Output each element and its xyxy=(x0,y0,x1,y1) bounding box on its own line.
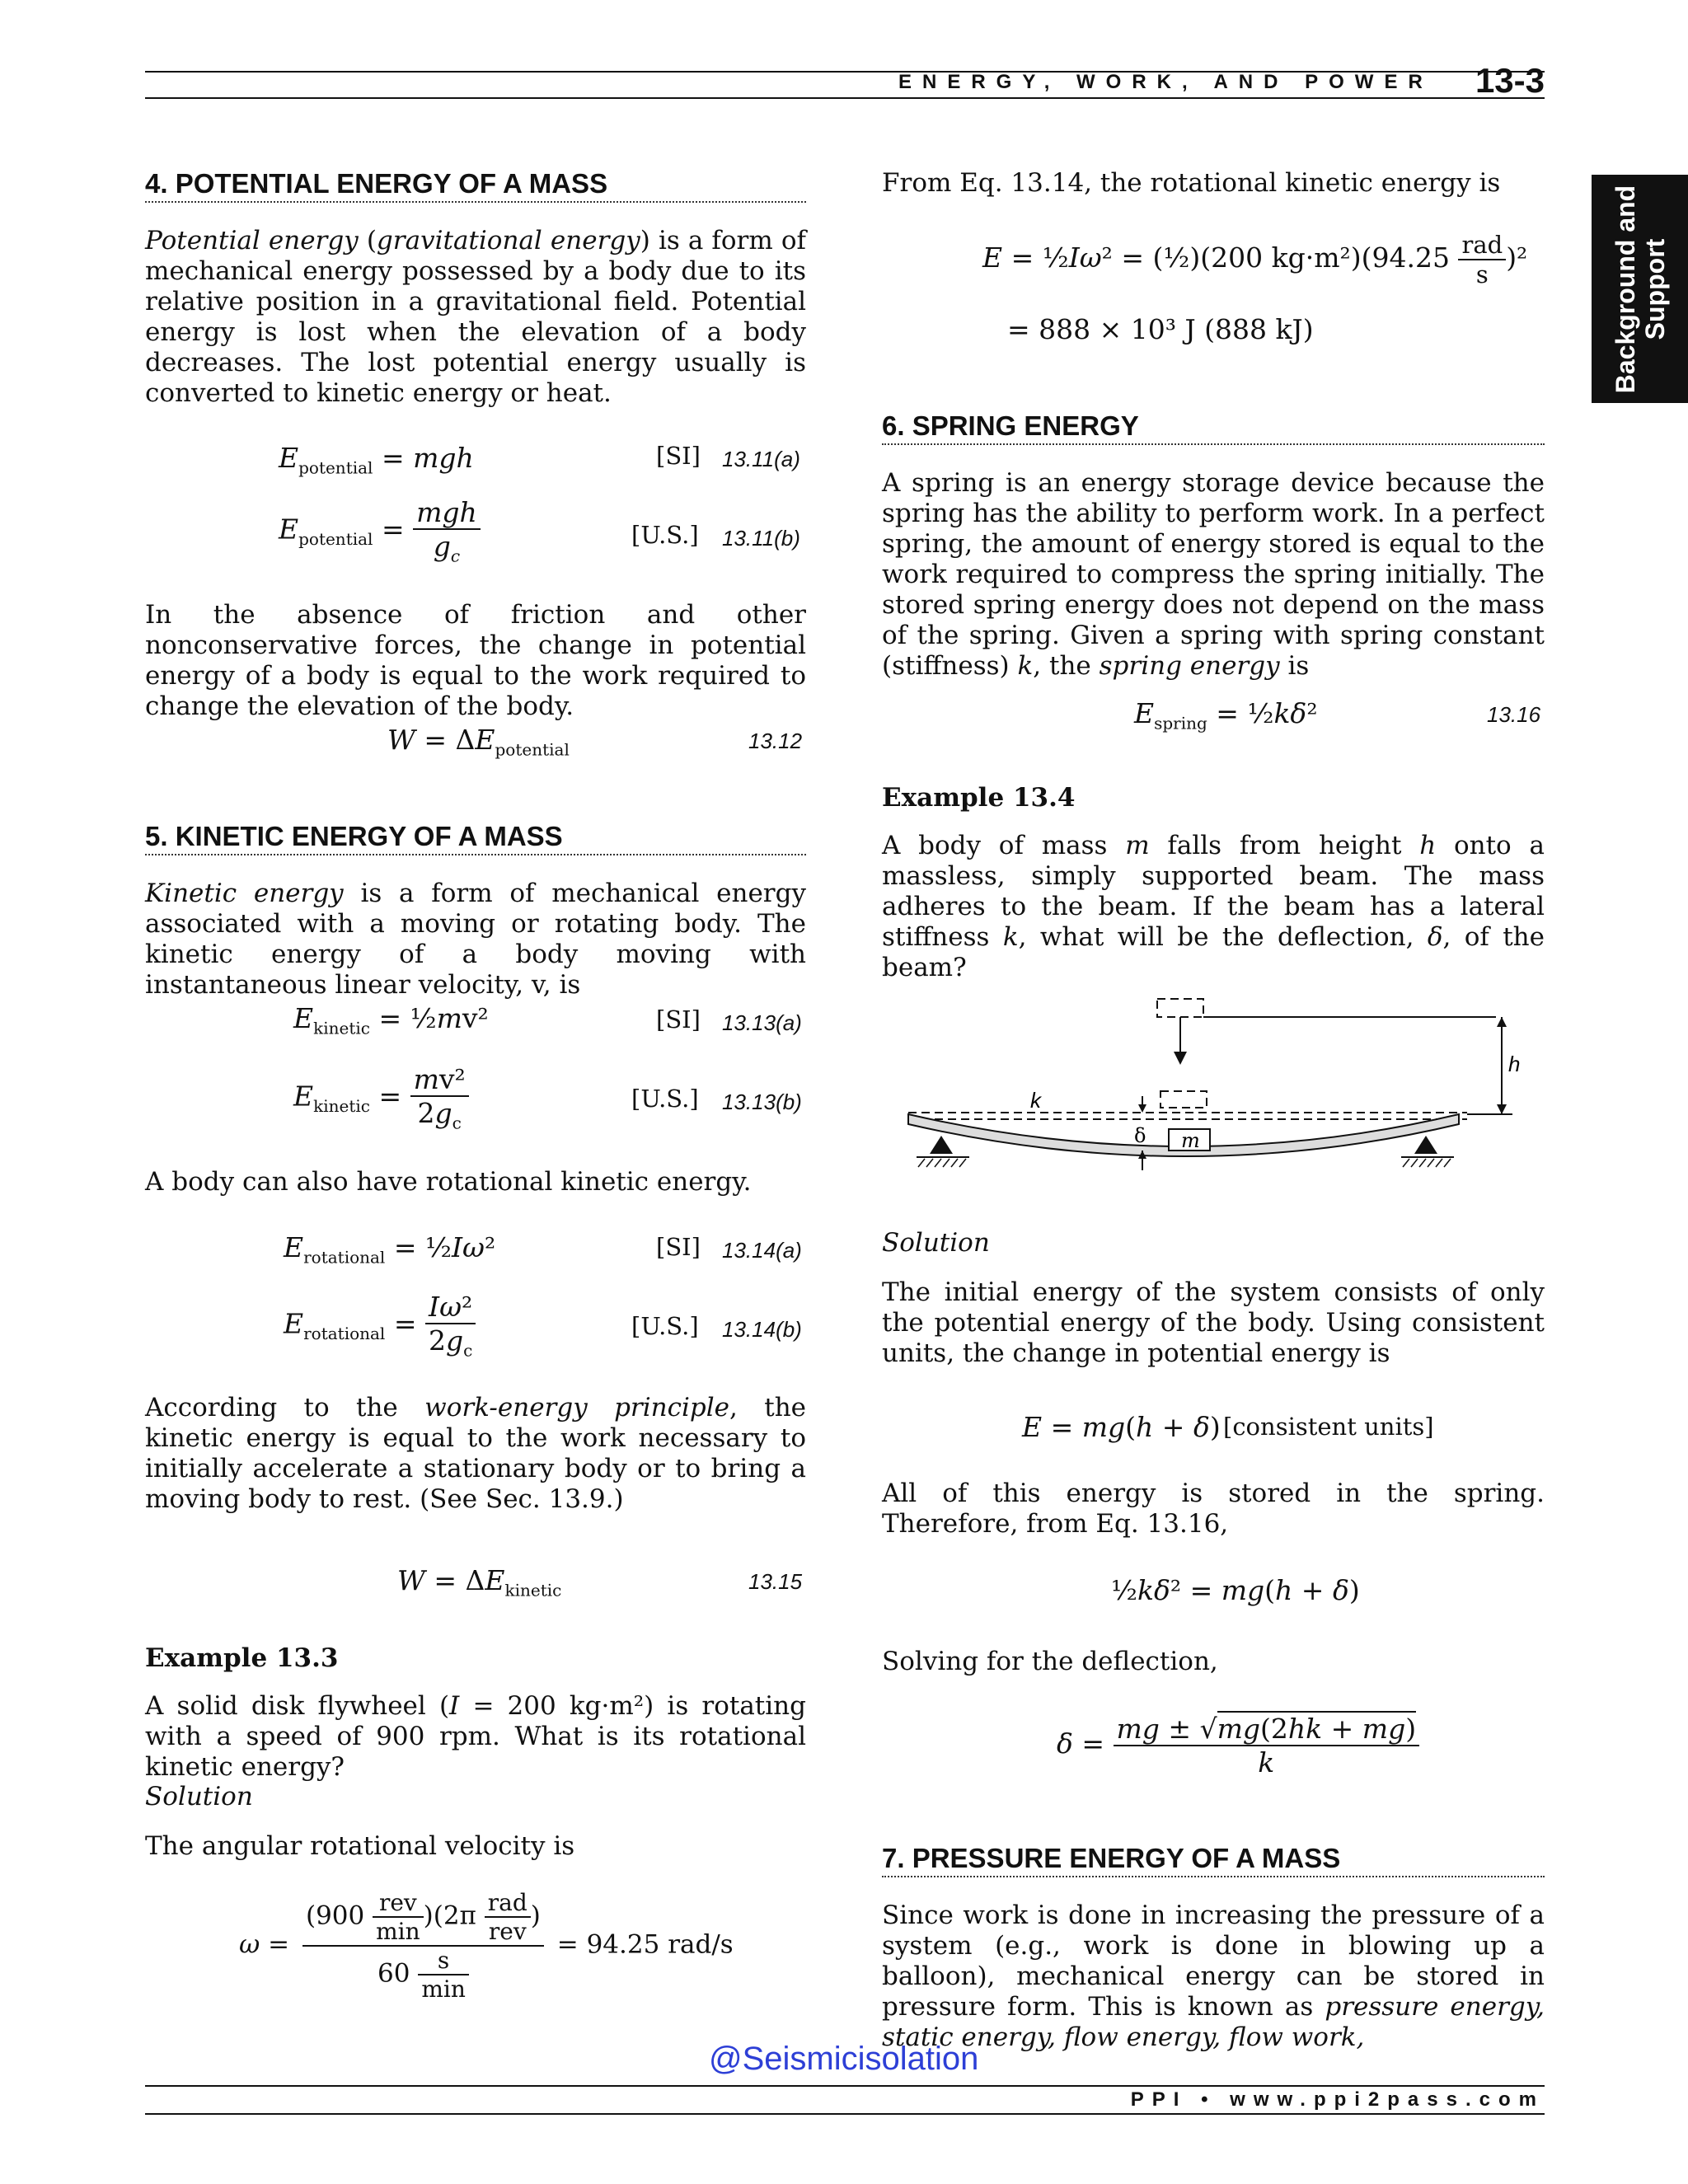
eq-number-13-12: 13.12 xyxy=(748,729,803,753)
m-label: m xyxy=(1181,1129,1200,1152)
eq-number-13-14b: 13.14(b) xyxy=(722,1317,802,1342)
eq-number-13-15: 13.15 xyxy=(748,1569,803,1594)
footer-rule-top xyxy=(145,2085,1545,2087)
side-tab-line2: Support xyxy=(1639,238,1670,340)
equation-13-14a: $E_{rotational}$ = ½Iω² xyxy=(284,1231,496,1268)
example-13-4-solution-3: Solving for the deflection, xyxy=(882,1647,1218,1676)
example-13-4-solution-2: All of this energy is stored in the spring. Therefore, from Eq. 13.16, xyxy=(882,1479,1545,1539)
footer-rule-bottom xyxy=(145,2113,1545,2115)
example-13-3-title: Example 13.3 xyxy=(145,1643,339,1673)
section-7-title: 7. PRESSURE ENERGY OF A MASS xyxy=(882,1843,1545,1877)
example-13-4-solution-1: The initial energy of the system consists of only the potential energy of the body. Using consistent units, the change in potential energy is xyxy=(882,1277,1545,1368)
unit-us-13-14b: [U.S.] xyxy=(631,1312,699,1340)
delta-equation: δ = $\frac{mg \pm √mg(2hk + mg)}{k}$ xyxy=(1057,1713,1419,1779)
left-support xyxy=(930,1136,953,1154)
equation-13-12: $W = \Delta E_{potential}$ xyxy=(387,724,570,760)
section-4-paragraph-1: Potential energy (gravitational energy) is a form of mechanical energy possessed by a body due to its relative position in a gravitational field. Potential energy is lost when the elevation of a body decreases. The lost potential energy usually is converted to kinetic energy or heat. xyxy=(145,226,806,408)
half-k-equation: ½kδ² = mg(h + δ) xyxy=(1111,1574,1360,1606)
section-4-paragraph-2: In the absence of friction and other nonconservative forces, the change in potential energy of a body is equal to the work required to change the elevation of the body. xyxy=(145,600,806,721)
example-13-4-solution-label: Solution xyxy=(882,1228,990,1258)
header-rule-bottom xyxy=(145,97,1545,99)
consistent-units-note: [consistent units] xyxy=(1223,1413,1434,1441)
equation-13-11a: $E_{potential}$ = mgh xyxy=(279,442,474,478)
rotational-energy-equation: E = ½Iω² = (½)(200 kg·m²)(94.25 $\frac{\text{rad}}{s}$ )² xyxy=(982,231,1528,288)
footer-text[interactable]: PPI • www.ppi2pass.com xyxy=(1130,2088,1545,2111)
eq-number-13-14a: 13.14(a) xyxy=(722,1238,802,1263)
equation-13-11b: $E_{potential}$ = $\frac{\text{mgh}}{g_c}$ xyxy=(279,496,481,566)
eq-number-13-11b: 13.11(b) xyxy=(722,526,800,551)
k-label: k xyxy=(1030,1088,1041,1113)
equation-13-14b: $E_{rotational}$ = $\frac{\text{Iω²}}{2g_c}$ xyxy=(284,1291,476,1361)
section-7-paragraph: Since work is done in increasing the pressure of a system (e.g., work is done in blowing up a balloon), mechanical energy can be stored in pressure form. This is known as pressure energy, static energy, flow energy, flow work, xyxy=(882,1900,1545,2052)
page-number: 13-3 xyxy=(1475,61,1545,100)
right-support xyxy=(1414,1136,1437,1154)
equation-13-15: $W = \Delta E_{kinetic}$ xyxy=(397,1564,562,1601)
watermark: @Seismicisolation xyxy=(709,2041,979,2077)
mass-initial-contact xyxy=(1160,1091,1207,1108)
omega-equation: ω = (900 $\frac{\text{rev}}{\min}$ )(2π $\frac{\text{rad}}{\text{rev}}$ ) 60 $\frac{s}{\min}$ = 94.25 rad/s xyxy=(239,1889,734,2003)
unit-si-13-13a: [SI] xyxy=(656,1005,701,1033)
example-13-3-text: A solid disk flywheel (I = 200 kg·m²) is rotating with a speed of 900 rpm. What is its rotational kinetic energy? xyxy=(145,1691,806,1782)
example-13-3-solution-text: The angular rotational velocity is xyxy=(145,1831,575,1861)
eq-number-13-13b: 13.13(b) xyxy=(722,1090,802,1114)
falling-mass-outline xyxy=(1157,999,1203,1017)
section-5-title: 5. KINETIC ENERGY OF A MASS xyxy=(145,821,806,855)
section-4-title: 4. POTENTIAL ENERGY OF A MASS xyxy=(145,168,806,203)
unit-us-13-13b: [U.S.] xyxy=(631,1085,699,1113)
example-13-3-solution-label: Solution xyxy=(145,1782,253,1811)
rotational-energy-result: = 888 × 10³ J (888 kJ) xyxy=(1007,313,1314,345)
fall-arrow-head xyxy=(1174,1052,1187,1065)
equation-13-16: $E_{spring}$ = ½kδ² xyxy=(1134,697,1318,733)
unit-si-13-14a: [SI] xyxy=(656,1233,701,1261)
unit-si-13-11a: [SI] xyxy=(656,442,701,470)
eq-number-13-16: 13.16 xyxy=(1487,702,1541,727)
section-5-paragraph-2: A body can also have rotational kinetic energy. xyxy=(145,1167,752,1197)
from-eq-text: From Eq. 13.14, the rotational kinetic energy is xyxy=(882,168,1501,198)
potential-energy-equation: E = mg(h + δ) xyxy=(1022,1411,1221,1443)
section-6-title: 6. SPRING ENERGY xyxy=(882,410,1545,445)
side-tab[interactable] xyxy=(1592,175,1688,403)
delta-label: δ xyxy=(1134,1124,1146,1147)
eq-number-13-11a: 13.11(a) xyxy=(722,447,800,471)
section-6-paragraph: A spring is an energy storage device because the spring has the ability to perform work. In a perfect spring, the amount of energy stored is equal to the work required to compress the spring initially. The stored spring energy does not depend on the mass of the spring. Given a spring with spring constant (stiffness) k, the spring energy is xyxy=(882,468,1545,681)
section-5-paragraph-1: Kinetic energy is a form of mechanical energy associated with a moving or rotating body. The kinetic energy of a body moving with instantaneous linear velocity, v, is xyxy=(145,879,806,1000)
equation-13-13b: $E_{kinetic}$ = $\frac{\text{mv²}}{2g_c}$ xyxy=(293,1063,469,1133)
equation-13-13a: $E_{kinetic}$ = ½mv² xyxy=(293,1002,489,1038)
running-title: ENERGY, WORK, AND POWER xyxy=(898,71,1433,93)
h-label: h xyxy=(1508,1052,1521,1076)
beam-figure xyxy=(898,989,1525,1187)
eq-number-13-13a: 13.13(a) xyxy=(722,1010,802,1035)
example-13-4-text: A body of mass m falls from height h onto a massless, simply supported beam. The mass adheres to the beam. If the beam has a lateral stiffness k, what will be the deflection, δ, of the beam? xyxy=(882,831,1545,982)
example-13-4-title: Example 13.4 xyxy=(882,783,1076,813)
side-tab-line1: Background and xyxy=(1610,185,1640,393)
section-5-paragraph-3: According to the work-energy principle, the kinetic energy is equal to the work necessary to initially accelerate a stationary body or to bring a moving body to rest. (See Sec. 13.9.) xyxy=(145,1393,807,1514)
unit-us-13-11b: [U.S.] xyxy=(631,521,699,549)
